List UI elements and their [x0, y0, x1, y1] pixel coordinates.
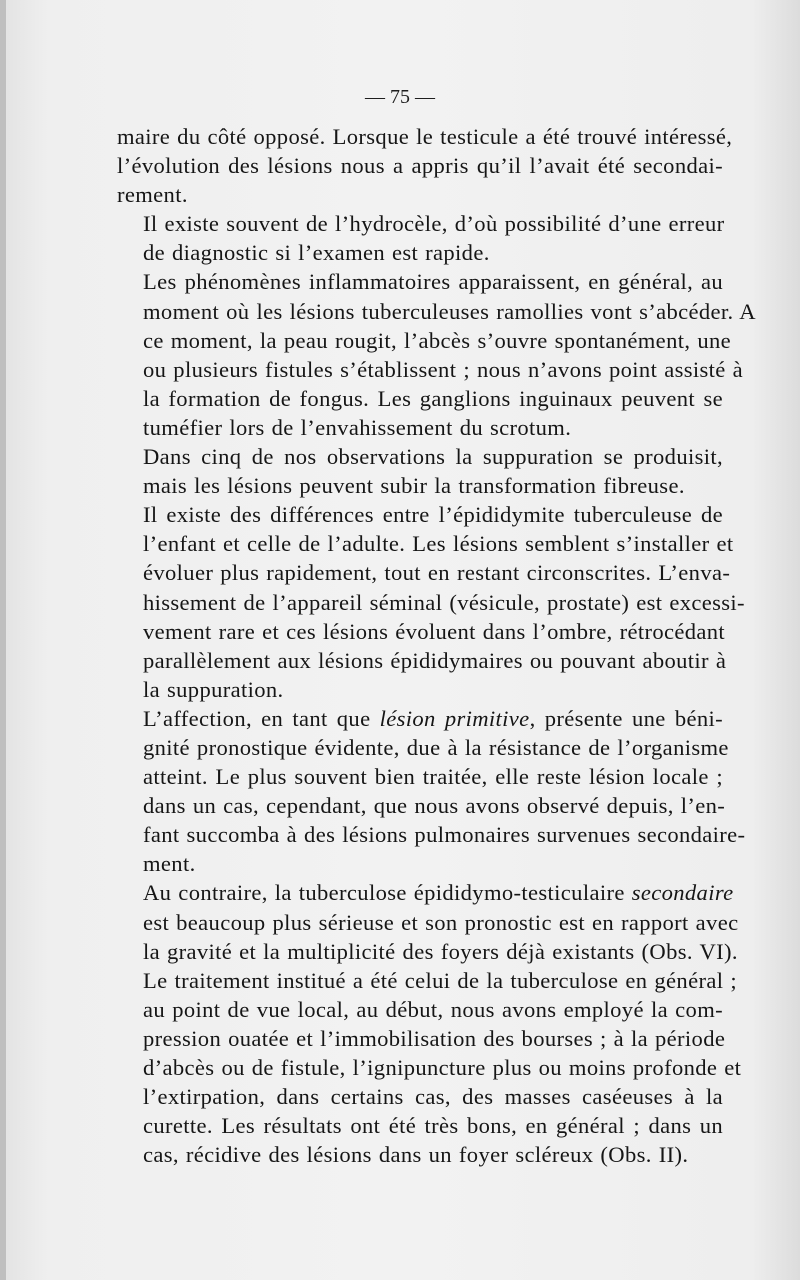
text-line: maire du côté opposé. Lorsque le testicule a été trouvé intéressé, — [117, 124, 733, 149]
body-text — [117, 122, 756, 1169]
text-line: au point de vue local, au début, nous avons employé la com- — [143, 996, 723, 1022]
text-run: L’affection, en tant que — [143, 705, 380, 731]
text-line: moment où les lésions tuberculeuses ramollies vont s’abcéder. A — [143, 298, 756, 324]
text-line: cas, récidive des lésions dans un foyer scléreux (Obs. II). — [143, 1142, 689, 1168]
text-line — [117, 704, 723, 733]
text-line: évoluer plus rapidement, tout en restant circonscrites. L’enva- — [143, 560, 731, 586]
text-line: l’extirpation, dans certains cas, des masses caséeuses à la — [143, 1084, 723, 1110]
text-line: Dans cinq de nos observations la suppuration se produisit, — [143, 444, 723, 470]
page-number: — 75 — — [365, 86, 435, 108]
text-line: vement rare et ces lésions évoluent dans l’ombre, rétrocédant — [143, 618, 726, 644]
paragraph — [117, 122, 733, 209]
italic-term: lésion primitive — [379, 705, 530, 731]
text-line: curette. Les résultats ont été très bons, en général ; dans un — [143, 1113, 723, 1139]
text-line: fant succomba à des lésions pulmonaires survenues secondaire- — [143, 822, 746, 848]
paragraph — [117, 704, 746, 879]
text-line: hissement de l’appareil séminal (vésicule, prostate) est excessi- — [143, 589, 745, 615]
page-edge-shadow — [0, 0, 6, 1280]
text-line: la gravité et la multiplicité des foyers déjà existants (Obs. VI). — [143, 938, 738, 964]
text-line: la suppuration. — [143, 676, 284, 702]
text-line: est beaucoup plus sérieuse et son pronostic est en rapport avec — [143, 909, 739, 935]
text-line: ment. — [143, 851, 196, 877]
text-line: Il existe souvent de l’hydrocèle, d’où possibilité d’une erreur — [143, 211, 725, 237]
paragraph — [117, 500, 745, 704]
text-line: l’enfant et celle de l’adulte. Les lésions semblent s’installer et — [143, 531, 734, 557]
text-line: la formation de fongus. Les ganglions inguinaux peuvent se — [143, 385, 723, 411]
text-line: gnité pronostique évidente, due à la résistance de l’organisme — [143, 734, 729, 760]
paragraph — [117, 442, 723, 500]
text-line: d’abcès ou de fistule, l’ignipuncture plus ou moins profonde et — [143, 1055, 742, 1080]
paragraph — [117, 267, 756, 442]
text-line: Les phénomènes inflammatoires apparaissent, en général, au — [143, 269, 723, 295]
text-line: atteint. Le plus souvent bien traitée, elle reste lésion locale ; — [143, 764, 723, 790]
paragraph — [117, 209, 723, 267]
text-run: Au contraire, la tuberculose épididymo-testiculaire — [143, 880, 632, 906]
text-line: ce moment, la peau rougit, l’abcès s’ouvre spontanément, une — [143, 327, 732, 353]
text-line: pression ouatée et l’immobilisation des bourses ; à la période — [143, 1025, 726, 1051]
text-line: l’évolution des lésions nous a appris qu’il l’avait été secondai- — [117, 153, 723, 179]
text-line: Il existe des différences entre l’épididymite tuberculeuse de — [143, 502, 723, 528]
text-line: rement. — [117, 182, 188, 208]
text-line — [117, 878, 734, 907]
italic-term: secondaire — [631, 880, 734, 906]
text-line: dans un cas, cependant, que nous avons observé depuis, l’en- — [143, 793, 726, 819]
text-line: ou plusieurs fistules s’établissent ; nous n’avons point assisté à — [143, 356, 744, 382]
text-line: mais les lésions peuvent subir la transformation fibreuse. — [143, 473, 685, 499]
paragraph — [117, 878, 739, 965]
text-run: , présente une béni- — [529, 705, 723, 731]
text-line: Le traitement institué a été celui de la tuberculose en général ; — [143, 967, 737, 993]
text-line: tuméfier lors de l’envahissement du scrotum. — [143, 414, 572, 440]
text-line: parallèlement aux lésions épididymaires ou pouvant aboutir à — [143, 647, 727, 673]
paragraph — [117, 966, 742, 1170]
text-line: de diagnostic si l’examen est rapide. — [143, 240, 490, 266]
